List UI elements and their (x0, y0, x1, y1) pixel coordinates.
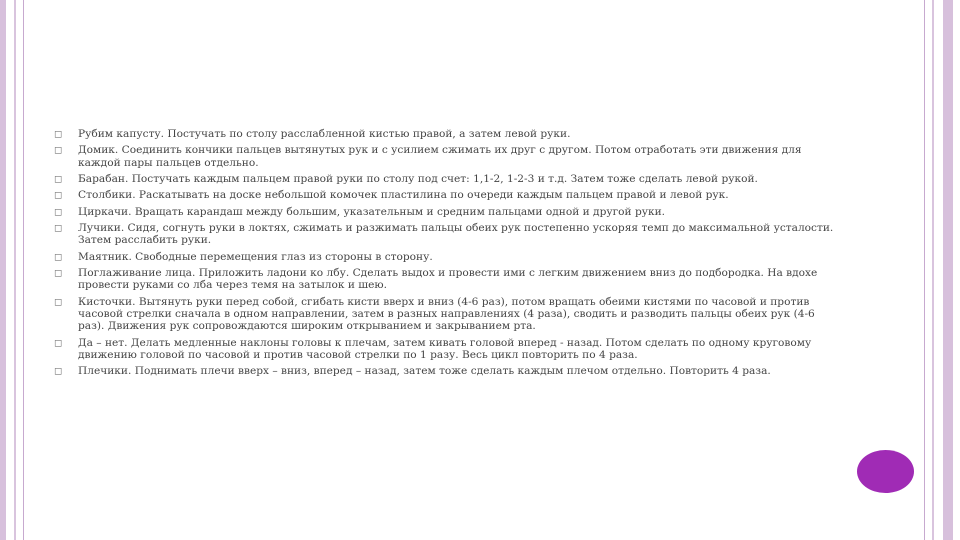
list-item (54, 296, 834, 333)
bullet-icon: ◻ (54, 296, 63, 308)
right-decorative-line (932, 0, 934, 540)
bullet-icon: ◻ (54, 190, 63, 202)
list-item-text: Рубим капусту. Постучать по столу расслабленной кистью правой, а затем левой руки. (78, 128, 571, 140)
bullet-icon: ◻ (54, 337, 63, 349)
list-item (54, 267, 834, 291)
list-item (54, 173, 834, 185)
bullet-icon: ◻ (54, 145, 63, 157)
list-item-text: Столбики. Раскатывать на доске небольшой комочек пластилина по очереди каждым пальцем правой и левой рук. (78, 189, 729, 202)
list-item-text: Лучики. Сидя, согнуть руки в локтях, сжимать и разжимать пальцы обеих рук постепенно ускоряя темп до максимальной усталости. Затем расслабить руки. (78, 222, 834, 247)
list-item-text: Кисточки. Вытянуть руки перед собой, сгибать кисти вверх и вниз (4-6 раз), потом вращать обеими кистями по часовой и против часовой стрелки сначала в одном направлении, затем в разных направлениях (4 раза), сводить и разводить пальцы обеих рук (4-6 раз). Движения рук сопровождаются широким открыванием и закрыванием рта. (78, 295, 815, 333)
list-item-text: Поглаживание лица. Приложить ладони ко лбу. Сделать выдох и провести ими с легким движением вниз до подбородка. На вдохе провести руками со лба через темя на затылок и шею. (78, 267, 818, 292)
list-item-text: Барабан. Постучать каждым пальцем правой руки по столу под счет: 1,1-2, 1-2-3 и т.д. Затем тоже сделать левой рукой. (78, 172, 758, 185)
list-item (54, 189, 834, 201)
list-item (54, 206, 834, 218)
left-decorative-bar (0, 0, 6, 540)
bullet-icon: ◻ (54, 366, 63, 378)
bullet-icon: ◻ (54, 206, 63, 218)
list-item-text: Плечики. Поднимать плечи вверх – вниз, вперед – назад, затем тоже сделать каждым плечом отдельно. Повторить 4 раза. (78, 365, 771, 378)
decorative-circle (857, 450, 914, 493)
bullet-icon: ◻ (54, 223, 63, 235)
list-item-text: Домик. Соединить кончики пальцев вытянутых рук и с усилием сжимать их друг с другом. Потом отработать эти движения для каждой пары пальцев отдельно. (78, 144, 802, 169)
exercise-list (54, 128, 834, 382)
right-decorative-bar (943, 0, 953, 540)
list-item (54, 365, 834, 377)
list-item-text: Циркачи. Вращать карандаш между большим, указательным и средним пальцами одной и другой руки. (78, 205, 666, 218)
list-item-text: Да – нет. Делать медленные наклоны головы к плечам, затем кивать головой вперед - назад. Потом сделать по одному круговому движению головой по часовой и против часовой стрелки по 1 разу. Весь цикл повторить по 4 раза. (78, 336, 812, 361)
bullet-icon: ◻ (54, 129, 63, 140)
bullet-icon: ◻ (54, 173, 63, 185)
bullet-icon: ◻ (54, 251, 63, 263)
list-item (54, 337, 834, 361)
list-item (54, 128, 834, 140)
left-decorative-line (14, 0, 16, 540)
bullet-icon: ◻ (54, 268, 63, 280)
list-item (54, 144, 834, 168)
list-item (54, 222, 834, 246)
list-item (54, 251, 834, 263)
list-item-text: Маятник. Свободные перемещения глаз из стороны в сторону. (78, 250, 433, 263)
